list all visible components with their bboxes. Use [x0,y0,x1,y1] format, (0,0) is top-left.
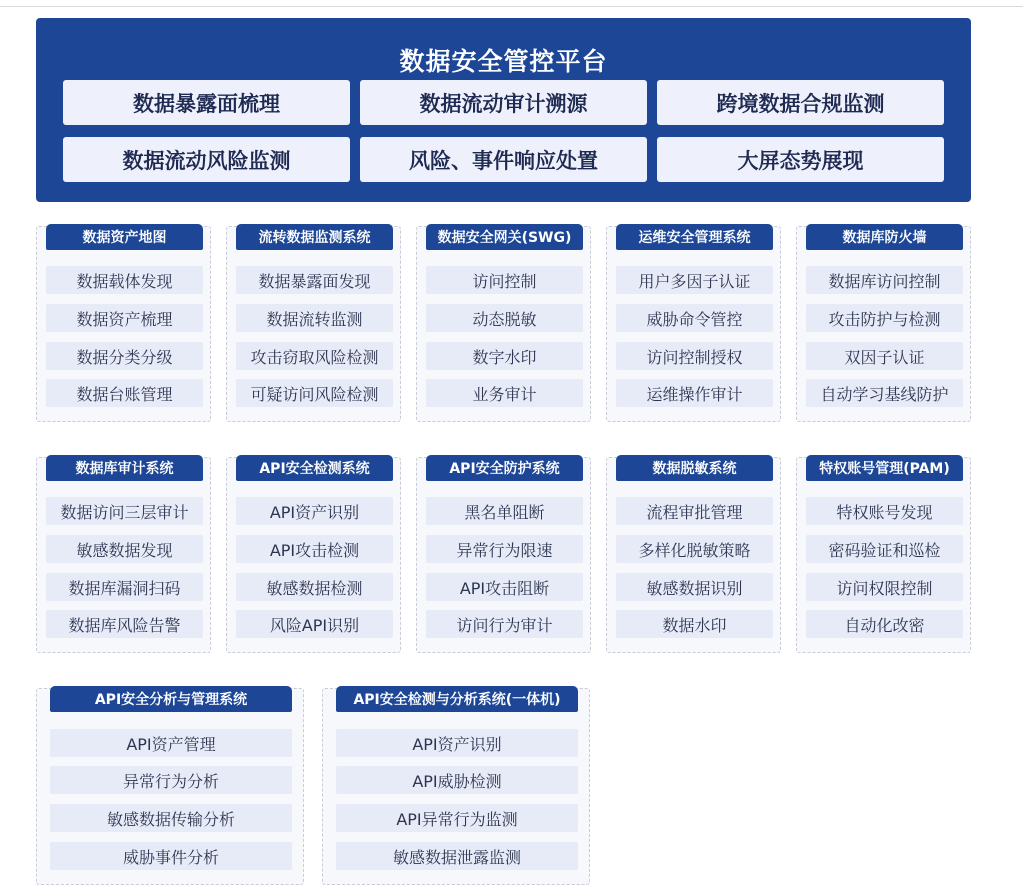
module-feature: 数据访问三层审计 [46,497,203,525]
platform-banner [36,18,971,202]
module-data-masking [606,457,781,653]
module-feature: 攻击窃取风险检测 [236,342,393,370]
module-feature: 威胁命令管控 [616,304,773,332]
module-title: 数据脱敏系统 [616,455,773,481]
module-feature: API威胁检测 [336,766,578,794]
module-feature: 多样化脱敏策略 [616,535,773,563]
module-feature: 数据暴露面发现 [236,266,393,294]
top-divider [0,6,1023,7]
capability-item: 数据流动审计溯源 [360,80,647,125]
module-title: 数据资产地图 [46,224,203,250]
capability-item: 数据流动风险监测 [63,137,350,182]
module-feature: 数字水印 [426,342,583,370]
module-feature: 双因子认证 [806,342,963,370]
capability-item: 风险、事件响应处置 [360,137,647,182]
module-data-asset-map [36,226,211,422]
platform-title: 数据安全管控平台 [399,47,608,76]
module-api-detection-analysis-appliance [322,688,590,885]
module-feature: 访问行为审计 [426,610,583,638]
capability-item: 数据暴露面梳理 [63,80,350,125]
module-feature: 可疑访问风险检测 [236,379,393,407]
module-feature: 用户多因子认证 [616,266,773,294]
module-feature: 访问控制 [426,266,583,294]
module-feature: 流程审批管理 [616,497,773,525]
module-feature: 自动学习基线防护 [806,379,963,407]
module-feature: 数据资产梳理 [46,304,203,332]
module-title: 流转数据监测系统 [236,224,393,250]
module-ops-security [606,226,781,422]
module-flow-monitoring [226,226,401,422]
module-title: 数据库审计系统 [46,455,203,481]
module-feature: 特权账号发现 [806,497,963,525]
module-api-protection [416,457,591,653]
module-title: 数据库防火墙 [806,224,963,250]
module-feature: 数据载体发现 [46,266,203,294]
module-feature: 攻击防护与检测 [806,304,963,332]
module-feature: 业务审计 [426,379,583,407]
capability-grid [63,80,945,182]
module-feature: 数据库漏洞扫码 [46,573,203,601]
module-title: 特权账号管理(PAM) [806,455,963,481]
module-db-audit [36,457,211,653]
module-feature: API异常行为监测 [336,804,578,832]
module-feature: 运维操作审计 [616,379,773,407]
module-feature: 自动化改密 [806,610,963,638]
module-title: 运维安全管理系统 [616,224,773,250]
module-feature: 敏感数据识别 [616,573,773,601]
module-feature: 异常行为分析 [50,766,292,794]
module-feature: 访问权限控制 [806,573,963,601]
module-feature: API资产识别 [336,729,578,757]
module-title: 数据安全网关(SWG) [426,224,583,250]
module-feature: 敏感数据检测 [236,573,393,601]
module-feature: 数据水印 [616,610,773,638]
module-feature: 异常行为限速 [426,535,583,563]
module-feature: API攻击检测 [236,535,393,563]
module-feature: API资产识别 [236,497,393,525]
module-api-analysis-management [36,688,304,885]
capability-item: 大屏态势展现 [657,137,944,182]
module-title: API安全检测系统 [236,455,393,481]
module-title: API安全防护系统 [426,455,583,481]
module-feature: 动态脱敏 [426,304,583,332]
module-feature: 敏感数据发现 [46,535,203,563]
module-feature: 数据分类分级 [46,342,203,370]
module-feature: 数据台账管理 [46,379,203,407]
module-db-firewall [796,226,971,422]
module-feature: API攻击阻断 [426,573,583,601]
module-api-detection [226,457,401,653]
module-pam [796,457,971,653]
module-feature: 黑名单阻断 [426,497,583,525]
module-feature: 访问控制授权 [616,342,773,370]
module-title: API安全分析与管理系统 [50,686,292,712]
capability-item: 跨境数据合规监测 [657,80,944,125]
module-feature: 威胁事件分析 [50,842,292,870]
module-feature: 密码验证和巡检 [806,535,963,563]
module-feature: 数据库风险告警 [46,610,203,638]
module-feature: API资产管理 [50,729,292,757]
module-feature: 敏感数据泄露监测 [336,842,578,870]
module-feature: 数据库访问控制 [806,266,963,294]
module-feature: 敏感数据传输分析 [50,804,292,832]
module-feature: 风险API识别 [236,610,393,638]
module-swg [416,226,591,422]
module-title: API安全检测与分析系统(一体机) [336,686,578,712]
module-feature: 数据流转监测 [236,304,393,332]
